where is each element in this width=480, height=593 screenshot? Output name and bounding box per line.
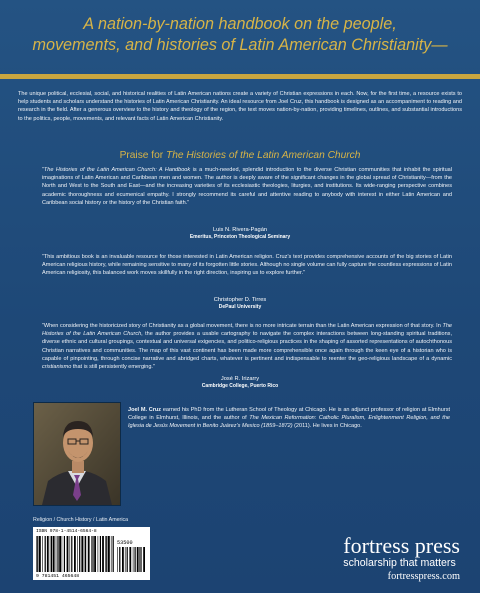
barcode-bar: [100, 536, 101, 572]
barcode-bar: [140, 547, 141, 572]
quote-1-byline: [0, 227, 480, 242]
barcode-bar: [53, 536, 55, 572]
gold-stripe: [0, 74, 480, 79]
quote-3-name: José R. Irizarry: [220, 376, 260, 382]
quote-3-text-b: , the author provides a usable cartography to navigate the complex interactions between long-standing spiritual traditions, diverse ethnic and cultural groupings, contextual and universal exigencies, and politico-religious practices in the shaping of assorted representations of autochthonous Christian narratives and communities. The map of this vast continent has been made more comprehensible once again through the keen eye of a historian who is capable of pinpointing, through concise narrative and abridged charts, whatever is pertinent and indispensable to reenter the geo-religious landscape of a dynamic: [42, 331, 452, 362]
barcode-bar: [64, 536, 65, 572]
barcode-digits: 9 781451 465648: [36, 574, 80, 579]
barcode-label: [33, 527, 150, 580]
barcode-bar: [59, 536, 61, 572]
quote-3-byline: [0, 376, 480, 391]
author-bio-text-1: earned his PhD from the Lutheran School of Theology at Chicago. He is an adjunct professor of religion at Elmhurst College in Elmhurst, Illinois, and the author of: [128, 407, 451, 422]
author-bio: [128, 406, 450, 431]
quote-1-book-title: The Histories of the Latin American Church: A Handbook: [43, 167, 191, 173]
barcode-bar: [133, 547, 134, 572]
quote-3-italic-word: cristianismo: [42, 364, 72, 371]
barcode-bar: [50, 536, 51, 572]
barcode-bar: [85, 536, 86, 572]
author-photo-image: [34, 403, 120, 505]
quote-3-affiliation: Cambridge College, Puerto Rico: [201, 383, 279, 390]
barcode-bar: [79, 536, 80, 572]
barcode-bar: [122, 547, 124, 572]
barcode-bar: [143, 547, 145, 572]
barcode-bar: [125, 547, 126, 572]
barcode-bar: [105, 536, 106, 572]
quote-2: “This ambitious book is an invaluable resource for those interested in Latin American religion. Cruz’s text provides comprehensive accounts of the big stories of Latin American religious history, while remaining sensitive to many of its forgotten little stories. Although no single volume can fully capture the countless expressions of Latin American religiosity, this balanced work moves skillfully in the right direction, inspiring us to explore further.”: [42, 254, 452, 277]
quote-2-byline: [0, 297, 480, 312]
barcode-bar: [67, 536, 69, 572]
author-bio-text-2: (2011). He lives in Chicago.: [292, 423, 362, 430]
category-label: Religion / Church History / Latin America: [33, 517, 129, 523]
barcode-bar: [57, 536, 58, 572]
barcode-bar: [84, 536, 85, 572]
barcode-bar: [45, 536, 46, 572]
praise-heading: [0, 150, 480, 161]
barcode-bars: [36, 536, 114, 572]
quote-1-text: is a much-needed, splendid introduction to the diverse Christian communities that inhabit the spiritual imaginations of Latin American and Caribbean men and women. The author is deeply aware of the significant changes in the global spread of Christianity—from the North and West to the South and East—and the increasing varieties of its ecclesiastic theologies, liturgies, and institutions. Its wide-ranging perspective combines academic thoroughness and ecumenical empathy. I strongly recommend its careful and attentive reading to anybody with interest in either Latin American and Caribbean social history or the history of the Christian faith.”: [42, 167, 452, 206]
quote-3: [42, 322, 452, 371]
praise-prefix: Praise for: [119, 150, 167, 161]
publisher-tagline: scholarship that matters: [343, 557, 456, 569]
barcode-bar: [51, 536, 52, 572]
barcode-bar: [111, 536, 112, 572]
barcode-bar: [56, 536, 57, 572]
barcode-bar: [135, 547, 136, 572]
publisher-name: fortress press: [343, 533, 460, 558]
quote-1-name: Luis N. Rivera-Pagán: [212, 227, 268, 233]
headline: [20, 14, 460, 56]
barcode-bar: [37, 536, 38, 572]
barcode-bar: [119, 547, 120, 572]
barcode-bar: [62, 536, 63, 572]
author-book-title: The Mexican Reformation: Catholic Pluralism, Enlightenment Religion, and the Iglesia de Jesús Movement in Benito Juárez’s Mexico (1859–1872): [128, 415, 450, 430]
barcode-bar: [98, 536, 99, 572]
author-photo: [33, 402, 121, 506]
barcode-bar: [74, 536, 76, 572]
price-barcode-bars: [117, 547, 147, 572]
quote-3-book-title: The Histories of the Latin American Church: [42, 323, 452, 338]
barcode-bar: [113, 536, 114, 572]
barcode-bar: [88, 536, 90, 572]
quote-3-text-c: that is still persistently emerging.”: [71, 364, 155, 371]
barcode-bar: [71, 536, 72, 572]
barcode-bar: [94, 536, 96, 572]
publisher-url: fortresspress.com: [387, 571, 460, 582]
quote-1-affiliation: Emeritus, Princeton Theological Seminary: [189, 234, 291, 241]
barcode-bar: [137, 547, 139, 572]
quote-1-open: “: [42, 167, 44, 173]
quote-2-name: Christopher D. Tirres: [213, 297, 267, 303]
barcode-bar: [127, 547, 128, 572]
isbn-text: ISBN 978-1-4514-6564-8: [36, 529, 97, 534]
barcode-bar: [70, 536, 71, 572]
quote-2-affiliation: DePaul University: [218, 304, 262, 311]
barcode-bar: [36, 536, 37, 572]
barcode-bar: [42, 536, 43, 572]
quote-3-text-a: “When considering the historicized story of Christianity as a global movement, there is no more intricate terrain than the Latin American expression of that story. In: [42, 323, 443, 329]
barcode-bar: [108, 536, 110, 572]
quote-1: [42, 166, 452, 207]
headline-line-1: A nation-by-nation handbook on the people,: [83, 15, 397, 33]
barcode-bar: [106, 536, 107, 572]
barcode-bar: [117, 547, 118, 572]
barcode-bar: [77, 536, 78, 572]
price-code: 53500: [117, 540, 133, 546]
praise-book-title: The Histories of the Latin American Church: [166, 150, 361, 161]
barcode-bar: [81, 536, 83, 572]
publisher-block: [343, 535, 460, 583]
intro-paragraph: The unique political, ecclesial, social, and historical realities of Latin American nations create a variety of Christian expressions in each. Now, for the first time, a resource exists to help students and scholars understand the histories of Latin American Christianity. An ideal resource from Joel Cruz, this handbook is designed as an accompaniment to reading and research in the field. After a generous overview to the history and theology of the region, the text moves nation-by-nation, providing timelines, outlines, and substantial introductions to the politics, people, movements, and relevant facts of Latin American Christianity.: [18, 91, 462, 122]
barcode-bar: [39, 536, 41, 572]
barcode-bar: [47, 536, 49, 572]
barcode-bar: [129, 547, 131, 572]
barcode-bar: [92, 536, 93, 572]
barcode-bar: [139, 547, 140, 572]
barcode-bar: [102, 536, 104, 572]
barcode-bar: [91, 536, 92, 572]
author-name: Joel M. Cruz: [128, 407, 162, 413]
headline-line-2: movements, and histories of Latin American Christianity—: [32, 36, 448, 54]
